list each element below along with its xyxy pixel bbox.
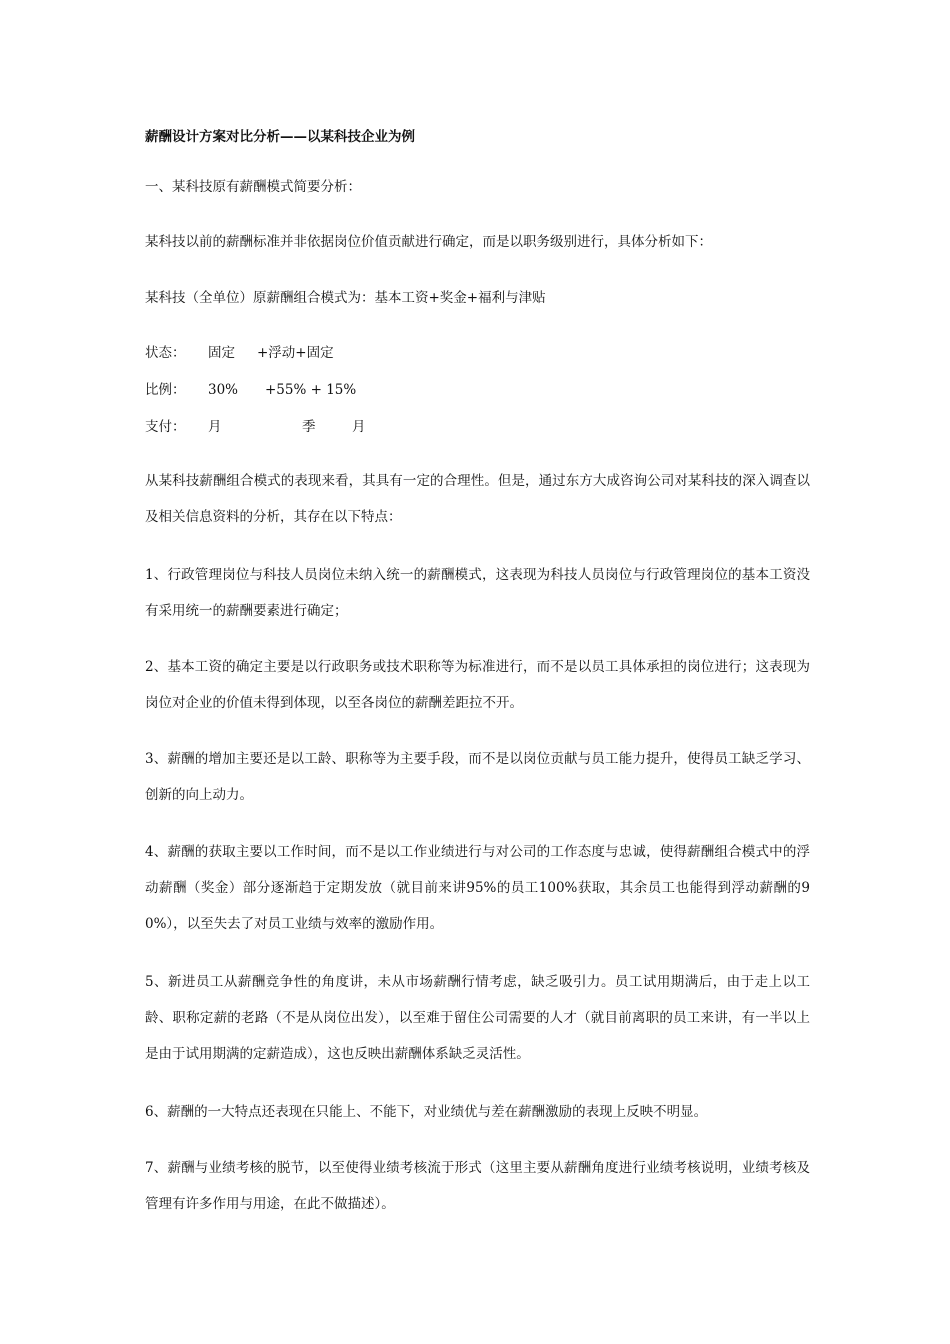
point-1: 1、行政管理岗位与科技人员岗位未纳入统一的薪酬模式，这表现为科技人员岗位与行政管理岗位的基本工资没有采用统一的薪酬要素进行确定； (145, 567, 810, 619)
ratio-row (145, 381, 545, 399)
point-5: 5、新进员工从薪酬竞争性的角度讲，未从市场薪酬行情考虑，缺乏吸引力。员工试用期满后，由于走上以工龄、职称定薪的老路（不是从岗位出发），以至难于留住公司需要的人才（就目前离职的员工来讲，有一半以上是由于试用期满的定薪造成），这也反映出薪酬体系缺乏灵活性。 (145, 974, 810, 1062)
intro-paragraph: 某科技以前的薪酬标准并非依据岗位价值贡献进行确定，而是以职务级别进行，具体分析如下： (145, 234, 712, 250)
state-fixed: 固定 (208, 345, 235, 361)
ratio-label: 比例： (145, 382, 186, 398)
pay-monthly: 月 (208, 419, 222, 435)
pay-quarterly: 季 (302, 419, 316, 435)
state-row (145, 344, 545, 362)
pay-label: 支付： (145, 419, 186, 435)
state-float-fixed: +浮动+固定 (257, 345, 334, 361)
point-4: 4、薪酬的获取主要以工作时间，而不是以工作业绩进行与对公司的工作态度与忠诚，使得薪酬组合模式中的浮动薪酬（奖金）部分逐渐趋于定期发放（就目前来讲95%的员工100%获取，其余员工也能得到浮动薪酬的90%），以至失去了对员工业绩与效率的激励作用。 (145, 844, 810, 932)
composition-paragraph: 某科技（全单位）原薪酬组合模式为：基本工资+奖金+福利与津贴 (145, 290, 546, 306)
pay-row (145, 418, 545, 436)
point-7: 7、薪酬与业绩考核的脱节，以至使得业绩考核流于形式（这里主要从薪酬角度进行业绩考核说明，业绩考核及管理有许多作用与用途，在此不做描述）。 (145, 1160, 810, 1212)
point-6: 6、薪酬的一大特点还表现在只能上、不能下，对业绩优与差在薪酬激励的表现上反映不明显。 (145, 1104, 708, 1120)
document-title: 薪酬设计方案对比分析——以某科技企业为例 (145, 129, 415, 145)
state-label: 状态： (145, 345, 186, 361)
summary-paragraph: 从某科技薪酬组合模式的表现来看，其具有一定的合理性。但是，通过东方大成咨询公司对某科技的深入调查以及相关信息资料的分析，其存在以下特点： (145, 473, 810, 525)
point-3: 3、薪酬的增加主要还是以工龄、职称等为主要手段，而不是以岗位贡献与员工能力提升，使得员工缺乏学习、创新的向上动力。 (145, 751, 810, 803)
ratio-float-fixed: +55% + 15% (265, 382, 357, 398)
section-heading: 一、某科技原有薪酬模式简要分析： (145, 179, 361, 195)
pay-monthly-2: 月 (352, 419, 366, 435)
ratio-fixed: 30% (208, 382, 239, 398)
point-2: 2、基本工资的确定主要是以行政职务或技术职称等为标准进行，而不是以员工具体承担的岗位进行；这表现为岗位对企业的价值未得到体现，以至各岗位的薪酬差距拉不开。 (145, 659, 810, 711)
